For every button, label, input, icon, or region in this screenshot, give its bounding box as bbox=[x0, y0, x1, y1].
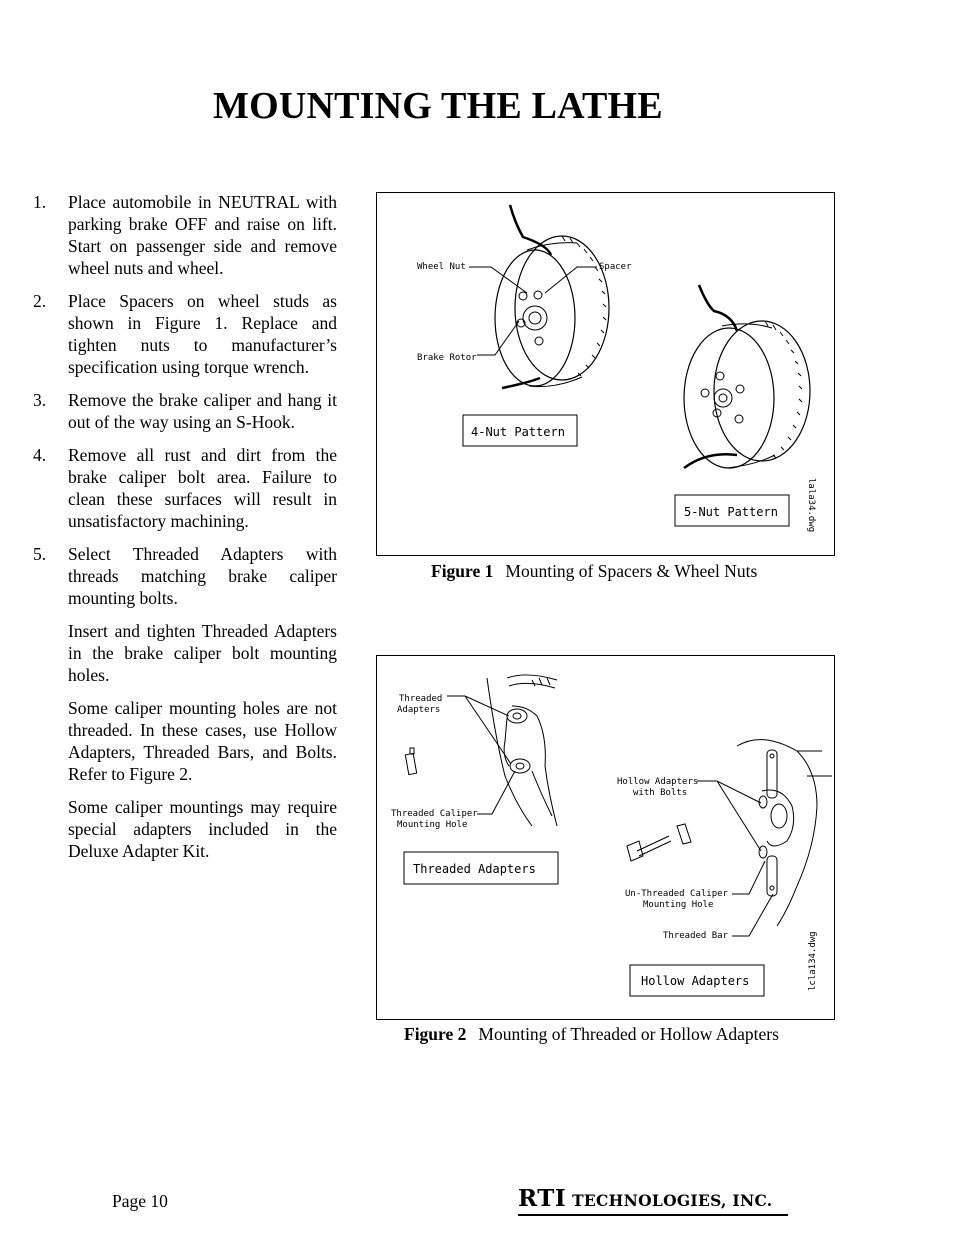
callout-hollow-adapters-line2: with Bolts bbox=[633, 788, 688, 798]
figure-1-caption-text: Mounting of Spacers & Wheel Nuts bbox=[505, 561, 758, 581]
callout-threaded-adapters-line2: Adapters bbox=[397, 705, 441, 715]
step-text: Remove all rust and dirt from the brake caliper bolt area. Failure to clean these surfaces will result in unsatisfactory machining. bbox=[68, 445, 337, 531]
step-text: Place Spacers on wheel studs as shown in Figure 1. Replace and tighten nuts to manufacturer’s specification using torque wrench. bbox=[68, 291, 337, 377]
drawing-id: lala34.dwg bbox=[806, 478, 816, 533]
list-item bbox=[33, 444, 337, 532]
drawing-id: lcla134.dwg bbox=[808, 931, 818, 991]
callout-threaded-caliper-line1: Threaded Caliper bbox=[391, 809, 478, 819]
step-paragraph: Some caliper mountings may require special adapters included in the Deluxe Adapter Kit. bbox=[68, 797, 337, 861]
company-logo bbox=[518, 1185, 773, 1212]
callout-brake-rotor: Brake Rotor bbox=[417, 353, 477, 363]
label-hollow-adapters: Hollow Adapters bbox=[641, 974, 750, 988]
figure-2-caption bbox=[404, 1024, 779, 1045]
logo-rti: RTI bbox=[518, 1185, 567, 1212]
page-title: MOUNTING THE LATHE bbox=[213, 85, 663, 127]
label-5-nut-pattern: 5-Nut Pattern bbox=[684, 505, 778, 519]
instruction-list bbox=[33, 191, 337, 873]
callout-threaded-adapters-line1: Threaded bbox=[399, 694, 443, 704]
callout-threaded-caliper-line2: Mounting Hole bbox=[397, 820, 468, 830]
rotor-4-nut-drawing bbox=[495, 205, 609, 388]
callout-hollow-adapters-line1: Hollow Adapters bbox=[617, 777, 699, 787]
list-item bbox=[33, 543, 337, 609]
step-text: Remove the brake caliper and hang it out of the way using an S-Hook. bbox=[68, 390, 337, 432]
step-number: 2. bbox=[33, 291, 47, 311]
list-item bbox=[33, 290, 337, 378]
figure-1-label: Figure 1 bbox=[431, 561, 494, 581]
figure-2-label: Figure 2 bbox=[404, 1024, 467, 1044]
step-number: 4. bbox=[33, 445, 47, 465]
callout-unthreaded-line1: Un-Threaded Caliper bbox=[625, 889, 728, 899]
figure-2-caption-text: Mounting of Threaded or Hollow Adapters bbox=[478, 1024, 779, 1044]
figure-1-caption bbox=[431, 561, 757, 582]
rotor-5-nut-drawing bbox=[684, 285, 810, 468]
figure-2-drawing bbox=[376, 655, 835, 1020]
callout-wheel-nut: Wheel Nut bbox=[417, 262, 466, 272]
page-number: Page 10 bbox=[112, 1191, 168, 1211]
label-threaded-adapters: Threaded Adapters bbox=[413, 862, 536, 876]
step-paragraph: Insert and tighten Threaded Adapters in the brake caliper bolt mounting holes. bbox=[68, 621, 337, 685]
figure-1-drawing bbox=[376, 192, 835, 556]
step-number: 5. bbox=[33, 544, 47, 564]
step-number: 3. bbox=[33, 390, 47, 410]
step-text: Select Threaded Adapters with threads matching brake caliper mounting bolts. bbox=[68, 544, 337, 608]
step-text: Place automobile in NEUTRAL with parking brake OFF and raise on lift. Start on passenger side and remove wheel nuts and wheel. bbox=[68, 192, 337, 278]
step-number: 1. bbox=[33, 192, 47, 212]
callout-unthreaded-line2: Mounting Hole bbox=[643, 900, 714, 910]
step-paragraph: Some caliper mounting holes are not threaded. In these cases, use Hollow Adapters, Threaded Bars, and Bolts. Refer to Figure 2. bbox=[68, 698, 337, 784]
label-4-nut-pattern: 4-Nut Pattern bbox=[471, 425, 565, 439]
list-item bbox=[33, 191, 337, 279]
logo-technologies: TECHNOLOGIES, INC. bbox=[572, 1191, 773, 1210]
list-item bbox=[33, 389, 337, 433]
callout-threaded-bar: Threaded Bar bbox=[663, 931, 729, 941]
logo-underline bbox=[518, 1214, 788, 1216]
callout-spacer: Spacer bbox=[599, 262, 632, 272]
